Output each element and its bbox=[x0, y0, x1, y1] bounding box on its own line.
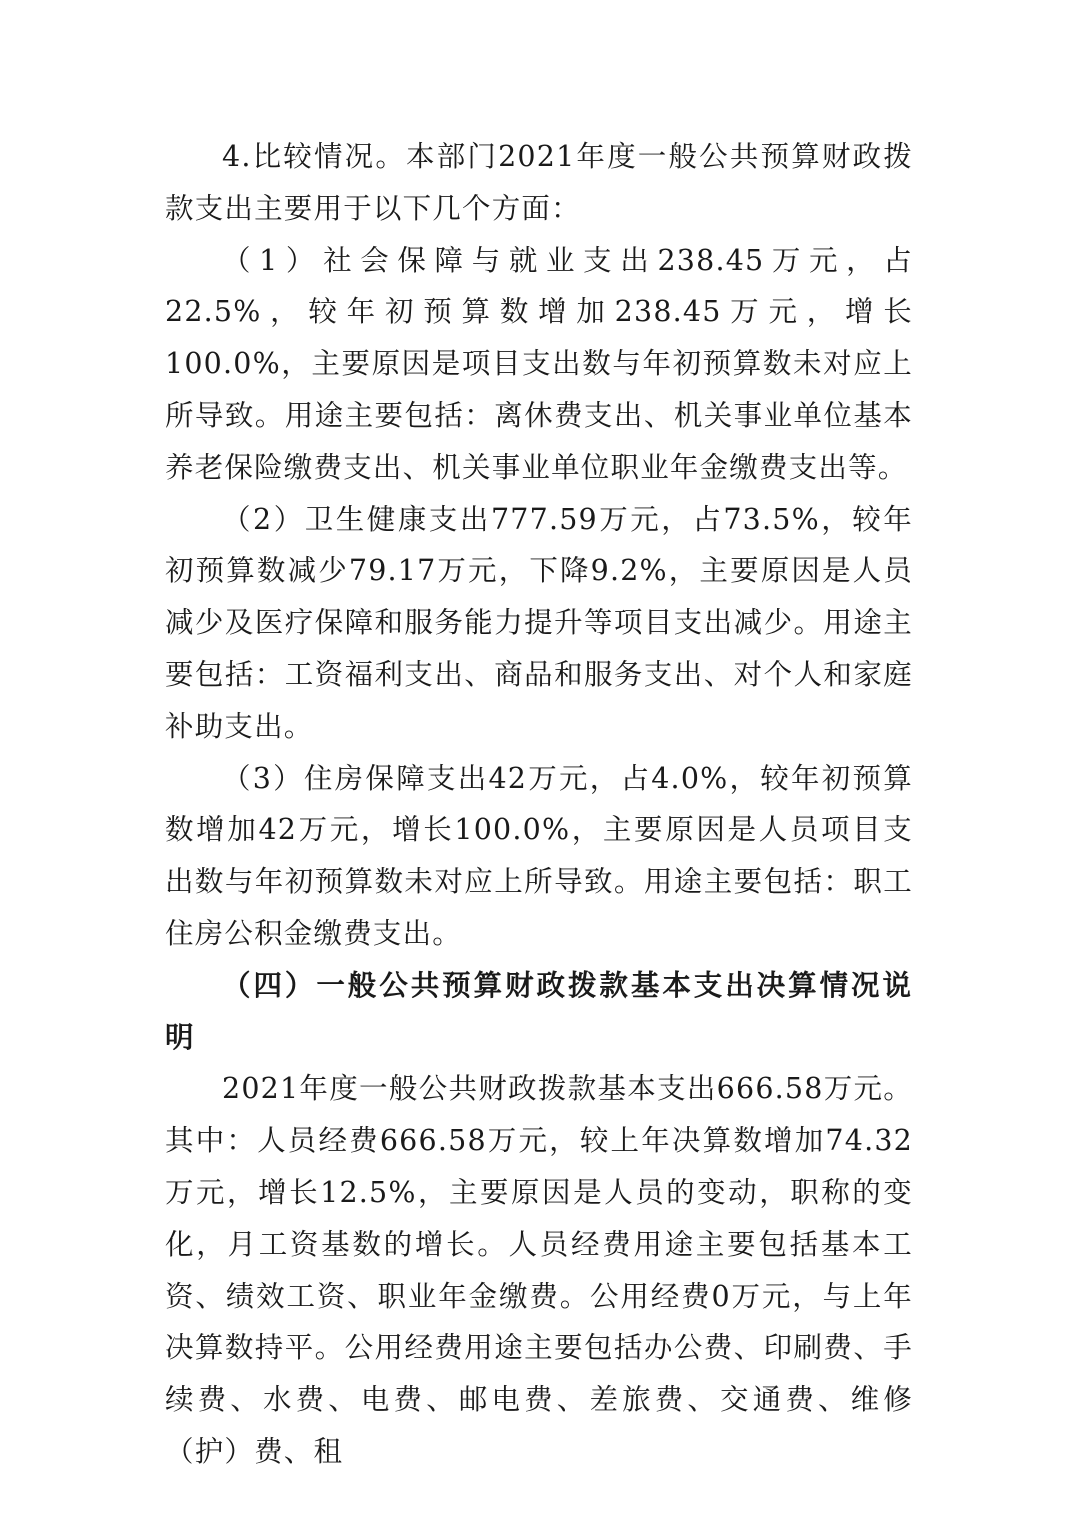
paragraph-social-security: （1）社会保障与就业支出238.45万元，占22.5%，较年初预算数增加238.45万元，增长100.0%，主要原因是项目支出数与年初预算数未对应上所导致。用途主要包括：离休费支出、机关事业单位基本养老保险缴费支出、机关事业单位职业年金缴费支出等。 bbox=[165, 243, 913, 484]
section-heading: （四）一般公共预算财政拨款基本支出决算情况说明 bbox=[165, 967, 913, 1054]
paragraph-basic-expenditure: 2021年度一般公共财政拨款基本支出666.58万元。其中：人员经费666.58万元，较上年决算数增加74.32万元，增长12.5%，主要原因是人员的变动，职称的变化，月工资基数的增长。人员经费用途主要包括基本工资、绩效工资、职业年金缴费。公用经费0万元，与上年决算数持平。公用经费用途主要包括办公费、印刷费、手续费、水费、电费、邮电费、差旅费、交通费、维修（护）费、租 bbox=[165, 1072, 913, 1468]
paragraph-housing: （3）住房保障支出42万元，占4.0%，较年初预算数增加42万元，增长100.0%，主要原因是人员项目支出数与年初预算数未对应上所导致。用途主要包括：职工住房公积金缴费支出。 bbox=[165, 761, 913, 950]
paragraph-comparison-intro: 4.比较情况。本部门2021年度一般公共预算财政拨款支出主要用于以下几个方面： bbox=[165, 140, 913, 225]
document-body bbox=[165, 131, 913, 1478]
paragraph-health: （2）卫生健康支出777.59万元，占73.5%，较年初预算数减少79.17万元，下降9.2%，主要原因是人员减少及医疗保障和服务能力提升等项目支出减少。用途主要包括：工资福利支出、商品和服务支出、对个人和家庭补助支出。 bbox=[165, 502, 913, 743]
